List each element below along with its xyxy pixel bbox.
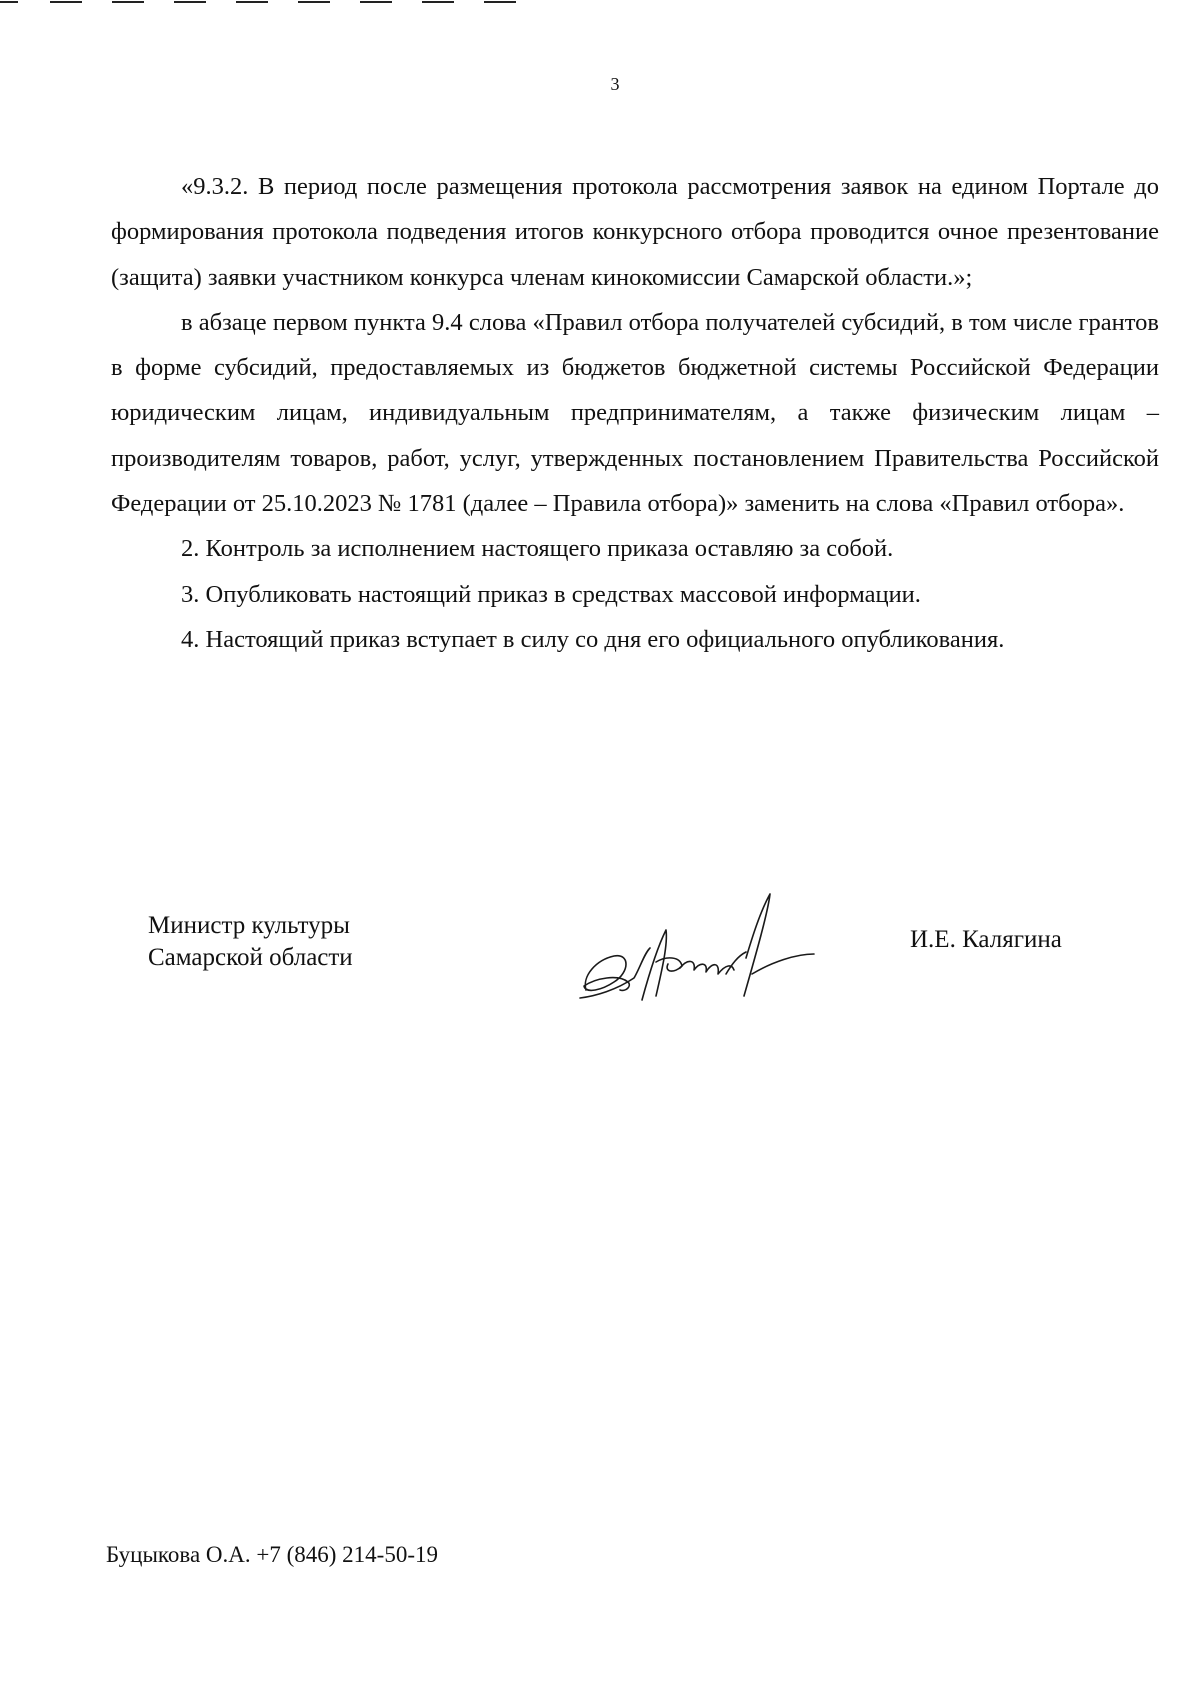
signer-name: И.Е. Калягина xyxy=(910,926,1062,953)
handwritten-signature-icon xyxy=(556,878,816,1038)
paragraph-effective: 4. Настоящий приказ вступает в силу со дня его официального опубликования. xyxy=(181,625,1005,653)
page-number: 3 xyxy=(610,74,620,94)
paragraph-control: 2. Контроль за исполнением настоящего приказа оставляю за собой. xyxy=(181,535,894,563)
paragraph-9-3-2: «9.3.2. В период после размещения протокола рассмотрения заявок на едином Портале до формирования протокола подведения итогов конкурсного отбора проводится очное презентование (защита) заявки участником конкурса членам кинокомиссии Самарской области.»; xyxy=(111,173,1159,291)
document-body xyxy=(111,164,1159,662)
top-edge-dashes xyxy=(0,0,540,6)
paragraph-9-4-amendment: в абзаце первом пункта 9.4 слова «Правил отбора получателей субсидий, в том числе грантов в форме субсидий, предоставляемых из бюджетов бюджетной системы Российской Федерации юридическим лицам, индивидуальным предпринимателям, а также физическим лицам – производителям товаров, работ, услуг, утвержденных постановлением Правительства Российской Федерации от 25.10.2023 № 1781 (далее – Правила отбора)» заменить на слова «Правил отбора». xyxy=(111,308,1159,518)
minister-position-line2: Самарской области xyxy=(148,944,353,971)
executor-contact: Буцыкова О.А. +7 (846) 214-50-19 xyxy=(106,1542,438,1567)
paragraph-publish: 3. Опубликовать настоящий приказ в средствах массовой информации. xyxy=(181,580,921,608)
signature-block xyxy=(148,910,1098,1040)
minister-title xyxy=(148,910,353,974)
minister-position-line1: Министр культуры xyxy=(148,912,350,939)
